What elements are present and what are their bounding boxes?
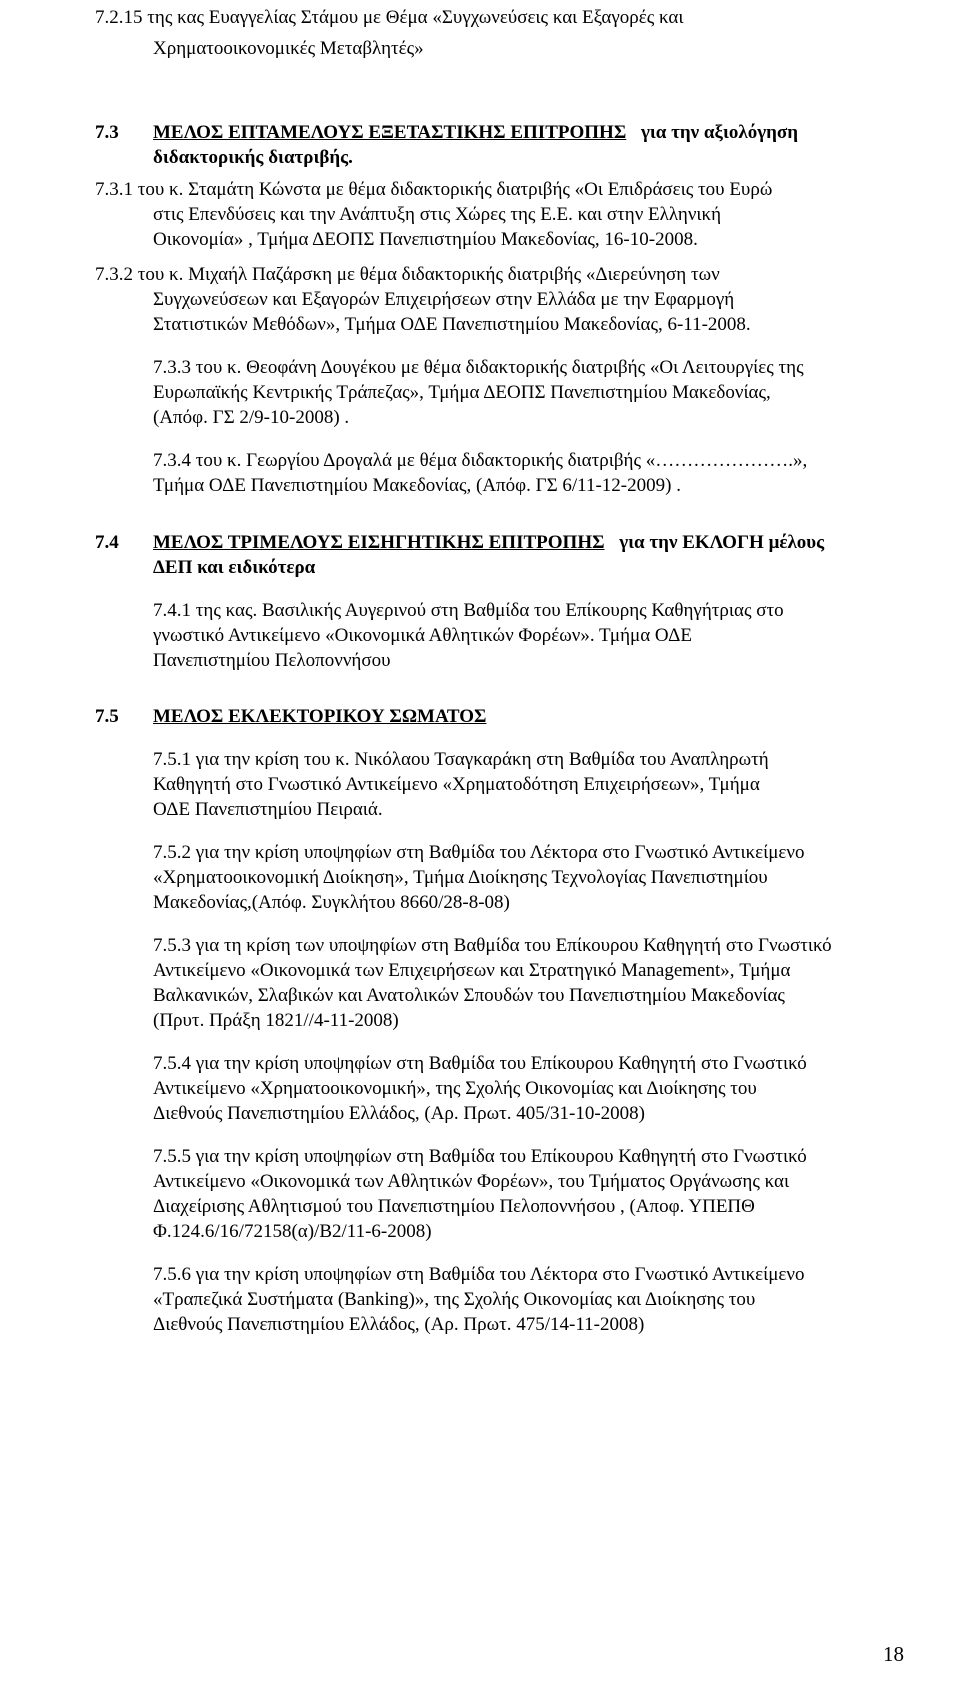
item-7-5-1-line1: 7.5.1 για την κρίση του κ. Νικόλαου Τσαγκαράκη στη Βαθμίδα του Αναπληρωτή (153, 749, 769, 770)
item-7-5-3-line1: 7.5.3 για τη κρίση των υποψηφίων στη Βαθμίδα του Επίκουρου Καθηγητή στο Γνωστικό (153, 935, 832, 956)
item-7-4-1-line2: γνωστικό Αντικείμενο «Οικονομικά Αθλητικών Φορέων». Τμήμα ΟΔΕ (153, 625, 692, 646)
section-7-5-number: 7.5 (95, 706, 119, 727)
item-7-5-4-line2: Αντικείμενο «Χρηματοοικονομική», της Σχολής Οικονομίας και Διοίκησης του (153, 1078, 757, 1099)
item-7-3-2-line2: Συγχωνεύσεων και Εξαγορών Επιχειρήσεων στην Ελλάδα με την Εφαρμογή (153, 289, 735, 310)
section-7-5-title: ΜΕΛΟΣ ΕΚΛΕΚΤΟΡΙΚΟΥ ΣΩΜΑΤΟΣ (153, 706, 487, 727)
item-7-5-4-line3: Διεθνούς Πανεπιστημίου Ελλάδος, (Αρ. Πρωτ. 405/31-10-2008) (153, 1103, 645, 1124)
item-7-5-6-line1: 7.5.6 για την κρίση υποψηφίων στη Βαθμίδα του Λέκτορα στο Γνωστικό Αντικείμενο (153, 1264, 805, 1285)
section-7-3-title-rest: για την αξιολόγηση (641, 122, 799, 143)
item-7-5-5-line3: Διαχείρισης Αθλητισμού του Πανεπιστημίου Πελοποννήσου , (Αποφ. ΥΠΕΠΘ (153, 1196, 755, 1217)
item-7-5-6-line2: «Τραπεζικά Συστήματα (Banking)», της Σχολής Οικονομίας και Διοίκησης του (153, 1289, 756, 1310)
section-7-3-title-line2: διδακτορικής διατριβής. (153, 147, 353, 168)
item-7-3-2-line1: 7.3.2 του κ. Μιχαήλ Παζάρσκη με θέμα διδακτορικής διατριβής «Διερεύνηση των (95, 264, 720, 285)
item-7-3-4-line2: Τμήμα ΟΔΕ Πανεπιστημίου Μακεδονίας, (Απόφ. ΓΣ 6/11-12-2009) . (153, 475, 681, 496)
item-7-5-5-line4: Φ.124.6/16/72158(α)/Β2/11-6-2008) (153, 1221, 432, 1242)
item-7-5-2-line2: «Χρηματοοικονομική Διοίκηση», Τμήμα Διοίκησης Τεχνολογίας Πανεπιστημίου (153, 867, 768, 888)
item-7-3-3-line2: Ευρωπαϊκής Κεντρικής Τράπεζας», Τμήμα ΔΕΟΠΣ Πανεπιστημίου Μακεδονίας, (153, 382, 771, 403)
item-7-4-1-line3: Πανεπιστημίου Πελοποννήσου (153, 650, 391, 671)
item-7-5-3-line2: Αντικείμενο «Οικονομικά των Επιχειρήσεων και Στρατηγικό Management», Τμήμα (153, 960, 791, 981)
item-7-3-3-line1: 7.3.3 του κ. Θεοφάνη Δουγέκου με θέμα διδακτορικής διατριβής «Οι Λειτουργίες της (153, 357, 804, 378)
item-7-5-1-line3: ΟΔΕ Πανεπιστημίου Πειραιά. (153, 799, 383, 820)
item-7-2-15-line2: Χρηματοοικονομικές Μεταβλητές» (153, 38, 424, 59)
item-7-5-6-line3: Διεθνούς Πανεπιστημίου Ελλάδος, (Αρ. Πρωτ. 475/14-11-2008) (153, 1314, 645, 1335)
section-7-4-title-rest: για την ΕΚΛΟΓΗ μέλους (619, 532, 825, 553)
item-7-5-2-line3: Μακεδονίας,(Απόφ. Συγκλήτου 8660/28-8-08) (153, 892, 510, 913)
item-7-5-1-line2: Καθηγητή στο Γνωστικό Αντικείμενο «Χρηματοδότηση Επιχειρήσεων», Τμήμα (153, 774, 760, 795)
item-7-3-1-line1: 7.3.1 του κ. Σταμάτη Κώνστα με θέμα διδακτορικής διατριβής «Οι Επιδράσεις του Ευρώ (95, 179, 773, 200)
page-number: 18 (883, 1642, 904, 1666)
section-7-3-heading (153, 121, 798, 145)
section-7-4-heading (153, 531, 824, 555)
item-7-4-1-line1: 7.4.1 της κας. Βασιλικής Αυγερινού στη Βαθμίδα του Επίκουρης Καθηγήτριας στο (153, 600, 784, 621)
item-7-5-3-line4: (Πρυτ. Πράξη 1821//4-11-2008) (153, 1010, 399, 1031)
item-7-5-3-line3: Βαλκανικών, Σλαβικών και Ανατολικών Σπουδών του Πανεπιστημίου Μακεδονίας (153, 985, 785, 1006)
section-7-4-number: 7.4 (95, 532, 119, 553)
section-7-4-title-line2: ΔΕΠ και ειδικότερα (153, 557, 316, 578)
section-7-3-title-underlined: ΜΕΛΟΣ ΕΠΤΑΜΕΛΟΥΣ ΕΞΕΤΑΣΤΙΚΗΣ ΕΠΙΤΡΟΠΗΣ (153, 122, 627, 143)
section-7-3-number: 7.3 (95, 122, 119, 143)
item-7-2-15-line1: 7.2.15 της κας Ευαγγελίας Στάμου με Θέμα «Συγχωνεύσεις και Εξαγορές και (95, 7, 684, 28)
item-7-3-4-line1: 7.3.4 του κ. Γεωργίου Δρογαλά με θέμα διδακτορικής διατριβής «………………….», (153, 450, 808, 471)
item-7-3-1-line2: στις Επενδύσεις και την Ανάπτυξη στις Χώρες της Ε.Ε. και στην Ελληνική (153, 204, 722, 225)
item-7-3-1-line3: Οικονομία» , Τμήμα ΔΕΟΠΣ Πανεπιστημίου Μακεδονίας, 16-10-2008. (153, 229, 698, 250)
item-7-5-5-line2: Αντικείμενο «Οικονομικά των Αθλητικών Φορέων», του Τμήματος Οργάνωσης και (153, 1171, 790, 1192)
item-7-3-2-line3: Στατιστικών Μεθόδων», Τμήμα ΟΔΕ Πανεπιστημίου Μακεδονίας, 6-11-2008. (153, 314, 751, 335)
item-7-5-4-line1: 7.5.4 για την κρίση υποψηφίων στη Βαθμίδα του Επίκουρου Καθηγητή στο Γνωστικό (153, 1053, 807, 1074)
section-7-4-title-underlined: ΜΕΛΟΣ ΤΡΙΜΕΛΟΥΣ ΕΙΣΗΓΗΤΙΚΗΣ ΕΠΙΤΡΟΠΗΣ (153, 532, 605, 553)
item-7-5-2-line1: 7.5.2 για την κρίση υποψηφίων στη Βαθμίδα του Λέκτορα στο Γνωστικό Αντικείμενο (153, 842, 805, 863)
item-7-5-5-line1: 7.5.5 για την κρίση υποψηφίων στη Βαθμίδα του Επίκουρου Καθηγητή στο Γνωστικό (153, 1146, 807, 1167)
item-7-3-3-line3: (Απόφ. ΓΣ 2/9-10-2008) . (153, 407, 350, 428)
